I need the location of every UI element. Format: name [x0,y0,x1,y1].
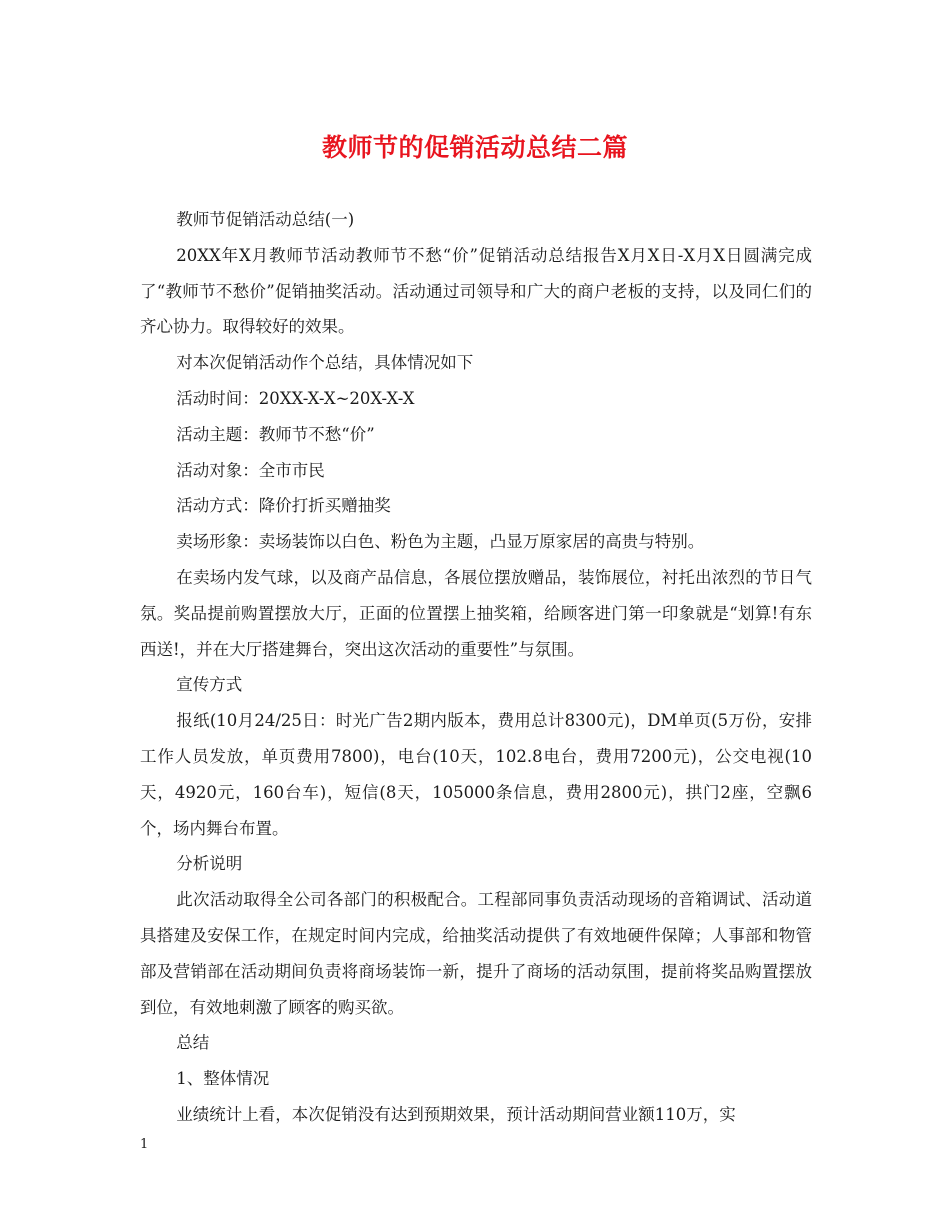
heading-promotion-method: 宣传方式 [176,675,243,695]
paragraph-store-image: 卖场形象：卖场装饰以白色、粉色为主题，凸显万原家居的高贵与特别。 [176,532,705,552]
paragraph-1: 教师节促销活动总结(一) [176,210,355,229]
paragraph-activity-time: 活动时间：20XX-X-X~20X-X-X [176,388,415,408]
document-body [140,202,812,1133]
document-title: 教师节的促销活动总结二篇 [321,133,628,162]
paragraph-store-decoration: 在卖场内发气球，以及商产品信息，各展位摆放赠品，装饰展位，衬托出浓烈的节日气氛。奖品提前购置摆放大厅，正面的位置摆上抽奖箱，给顾客进门第一印象就是“划算!有东西送!，并在大厅搭建舞台，突出这次活动的重要性”与氛围。 [140,567,812,659]
paragraph-performance: 业绩统计上看，本次促销没有达到预期效果，预计活动期间营业额110万，实 [176,1104,736,1124]
paragraph-analysis: 此次活动取得全公司各部门的积极配合。工程部同事负责活动现场的音箱调试、活动道具搭建及安保工作，在规定时间内完成，给抽奖活动提供了有效地硬件保障；人事部和物管部及营销部在活动期间负责将商场装饰一新，提升了商场的活动氛围，提前将奖品购置摆放到位，有效地刺激了顾客的购买欲。 [140,890,812,1017]
paragraph-activity-method: 活动方式：降价打折买赠抽奖 [176,496,391,516]
paragraph-activity-target: 活动对象：全市市民 [176,460,325,480]
paragraph-activity-theme: 活动主题：教师节不愁“价” [176,424,375,444]
page-number: 1 [140,1137,149,1152]
paragraph-promotion-details: 报纸(10月24/25日：时光广告2期内版本，费用总计8300元)，DM单页(5万份，安排工作人员发放，单页费用7800)，电台(10天，102.8电台，费用7200元)，公交电视(10天，4920元，160台车)，短信(8天，105000条信息，费用2800元)，拱门2座，空飘6个，场内舞台布置。 [140,711,812,838]
heading-summary: 总结 [176,1033,210,1053]
heading-analysis: 分析说明 [176,854,243,874]
heading-overall: 1、整体情况 [176,1069,270,1089]
paragraph-2: 20XX年X月教师节活动教师节不愁“价”促销活动总结报告X月X日-X月X日圆满完成了“教师节不愁价”促销抽奖活动。活动通过司领导和广大的商户老板的支持，以及同仁们的齐心协力。取得较好的效果。 [140,245,812,337]
paragraph-3: 对本次促销活动作个总结，具体情况如下 [176,353,474,373]
